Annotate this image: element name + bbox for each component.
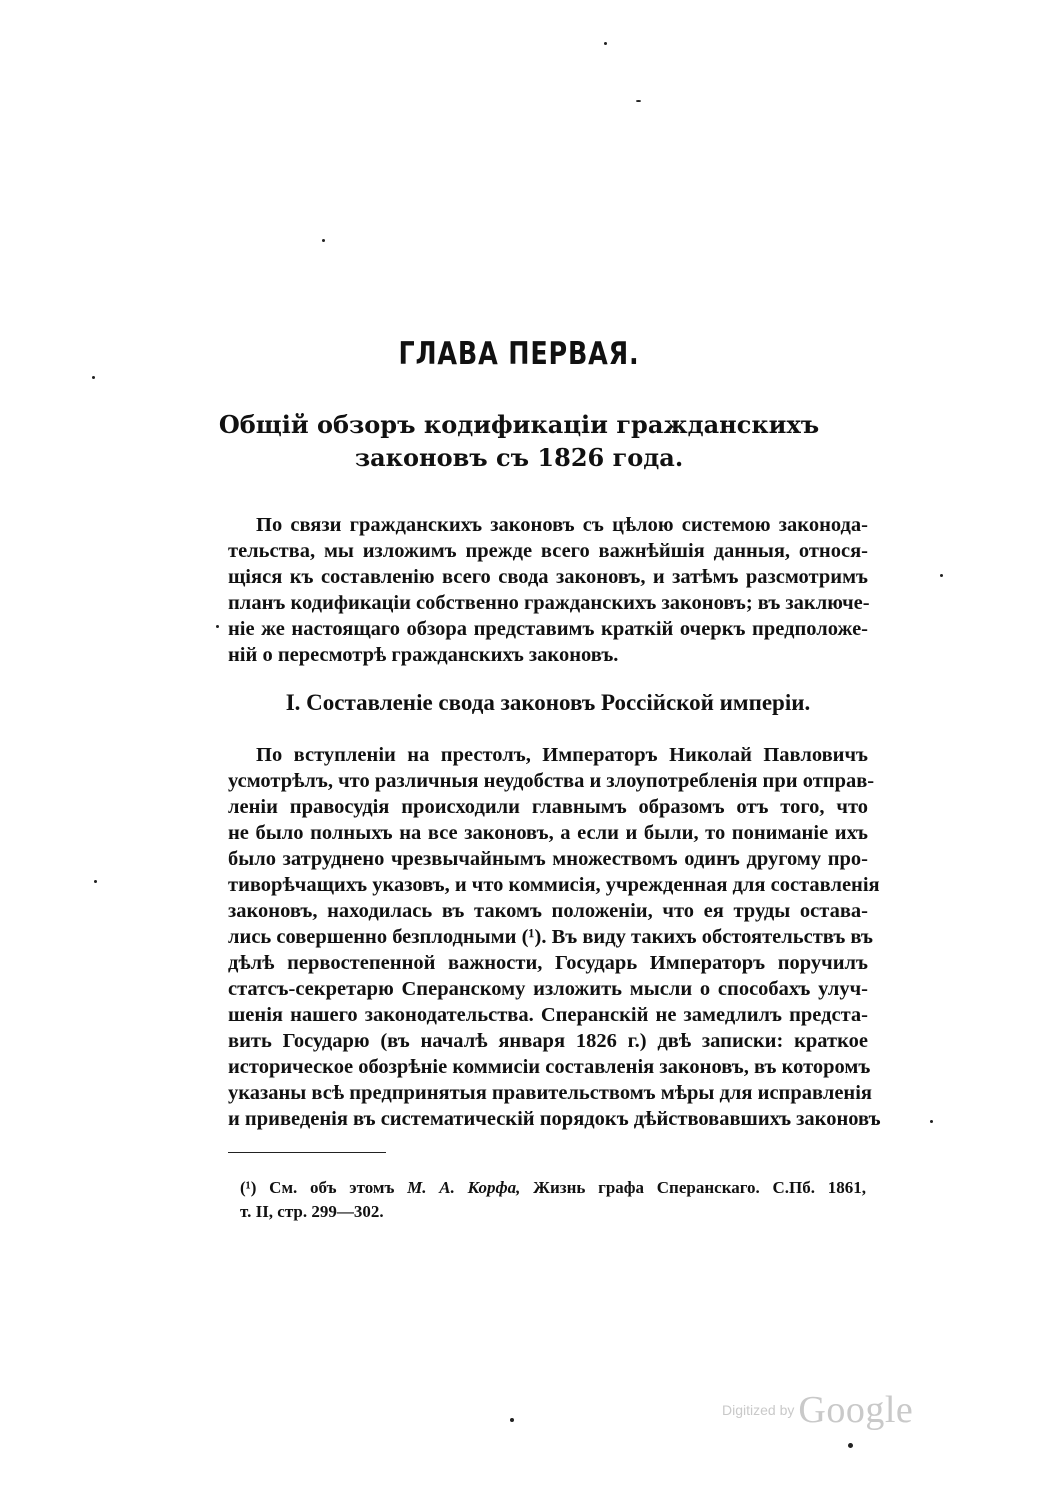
scan-speck [216, 625, 219, 628]
text-line: По связи гражданскихъ законовъ съ цѣлою системою законода- [256, 514, 868, 536]
footnote-marker: (¹) См. объ этомъ [240, 1178, 395, 1197]
text-line: статсъ-секретарю Сперанскому изложить мысли о способахъ улуч- [228, 978, 868, 1000]
digitized-watermark [722, 1388, 913, 1432]
text-line: усмотрѣлъ, что различныя неудобства и злоупотребленія при отправ- [228, 770, 875, 792]
text-line: ніе же настоящаго обзора представимъ краткій очеркъ предположе- [228, 618, 868, 640]
text-line: вить Государю (въ началѣ января 1826 г.) двѣ записки: краткое [228, 1030, 868, 1052]
scan-speck [930, 1120, 933, 1123]
text-line: и приведенія въ систематическій порядокъ дѣйствовавшихъ законовъ [228, 1108, 881, 1130]
footnote-title: Жизнь графа Сперанскаго. С.Пб. 1861, [533, 1178, 867, 1197]
scan-speck [322, 239, 325, 242]
footnote-divider [228, 1152, 386, 1153]
chapter-subtitle [0, 408, 1038, 474]
scan-speck [92, 376, 95, 379]
subtitle-line: законовъ съ 1826 года. [354, 443, 684, 472]
scan-speck [636, 100, 641, 102]
footnote-line: т. II, стр. 299—302. [240, 1202, 384, 1221]
footnote [240, 1176, 866, 1224]
text-line: тиворѣчащихъ указовъ, и что коммисія, учрежденная для составленія [228, 874, 880, 896]
text-line: было затруднено чрезвычайнымъ множествомъ одинъ другому про- [228, 848, 868, 870]
google-logo: Google [798, 1389, 914, 1431]
footnote-author: М. А. Корфа, [407, 1178, 521, 1197]
text-line: не было полныхъ на все законовъ, а если и были, то пониманіе ихъ [228, 822, 868, 844]
scan-speck [848, 1443, 853, 1448]
text-line: законовъ, находилась въ такомъ положеніи, что ея труды остава- [228, 900, 868, 922]
text-line: ній о пересмотрѣ гражданскихъ законовъ. [228, 644, 619, 666]
scan-speck [604, 42, 607, 45]
footnote-line [240, 1176, 866, 1200]
text-line: щіяся къ составленію всего свода законовъ, и затѣмъ разсмотримъ [228, 566, 868, 588]
text-line: леніи правосудія происходили главнымъ образомъ отъ того, что [228, 796, 868, 818]
text-line: шенія нашего законодательства. Сперанскій не замедлилъ предста- [228, 1004, 868, 1026]
text-line: тельства, мы изложимъ прежде всего важнѣйшія данныя, относя- [228, 540, 868, 562]
text-line: дѣлѣ первостепенной важности, Государь Императоръ поручилъ [228, 952, 868, 974]
text-line: планъ кодификаціи собственно гражданскихъ законовъ; въ заключе- [228, 592, 870, 614]
section-heading: I. Составленіе свода законовъ Россійской имперіи. [285, 690, 811, 715]
watermark-prefix: Digitized by [722, 1402, 795, 1418]
scan-speck [510, 1418, 514, 1422]
text-line: указаны всѣ предпринятыя правительствомъ мѣры для исправленія [228, 1082, 873, 1104]
text-line: По вступленіи на престолъ, Императоръ Николай Павловичъ [256, 744, 868, 766]
scan-speck [940, 574, 943, 577]
subtitle-line: Общій обзоръ кодификаціи гражданскихъ [218, 410, 820, 439]
text-line: историческое обозрѣніе коммисіи составленія законовъ, въ которомъ [228, 1056, 871, 1078]
intro-paragraph [228, 512, 868, 668]
scan-speck [94, 880, 97, 883]
text-line: лись совершенно безплодными (¹). Въ виду такихъ обстоятельствъ въ [228, 926, 873, 948]
body-paragraph [228, 742, 881, 1132]
chapter-title: ГЛАВА ПЕРВАЯ. [398, 336, 640, 372]
